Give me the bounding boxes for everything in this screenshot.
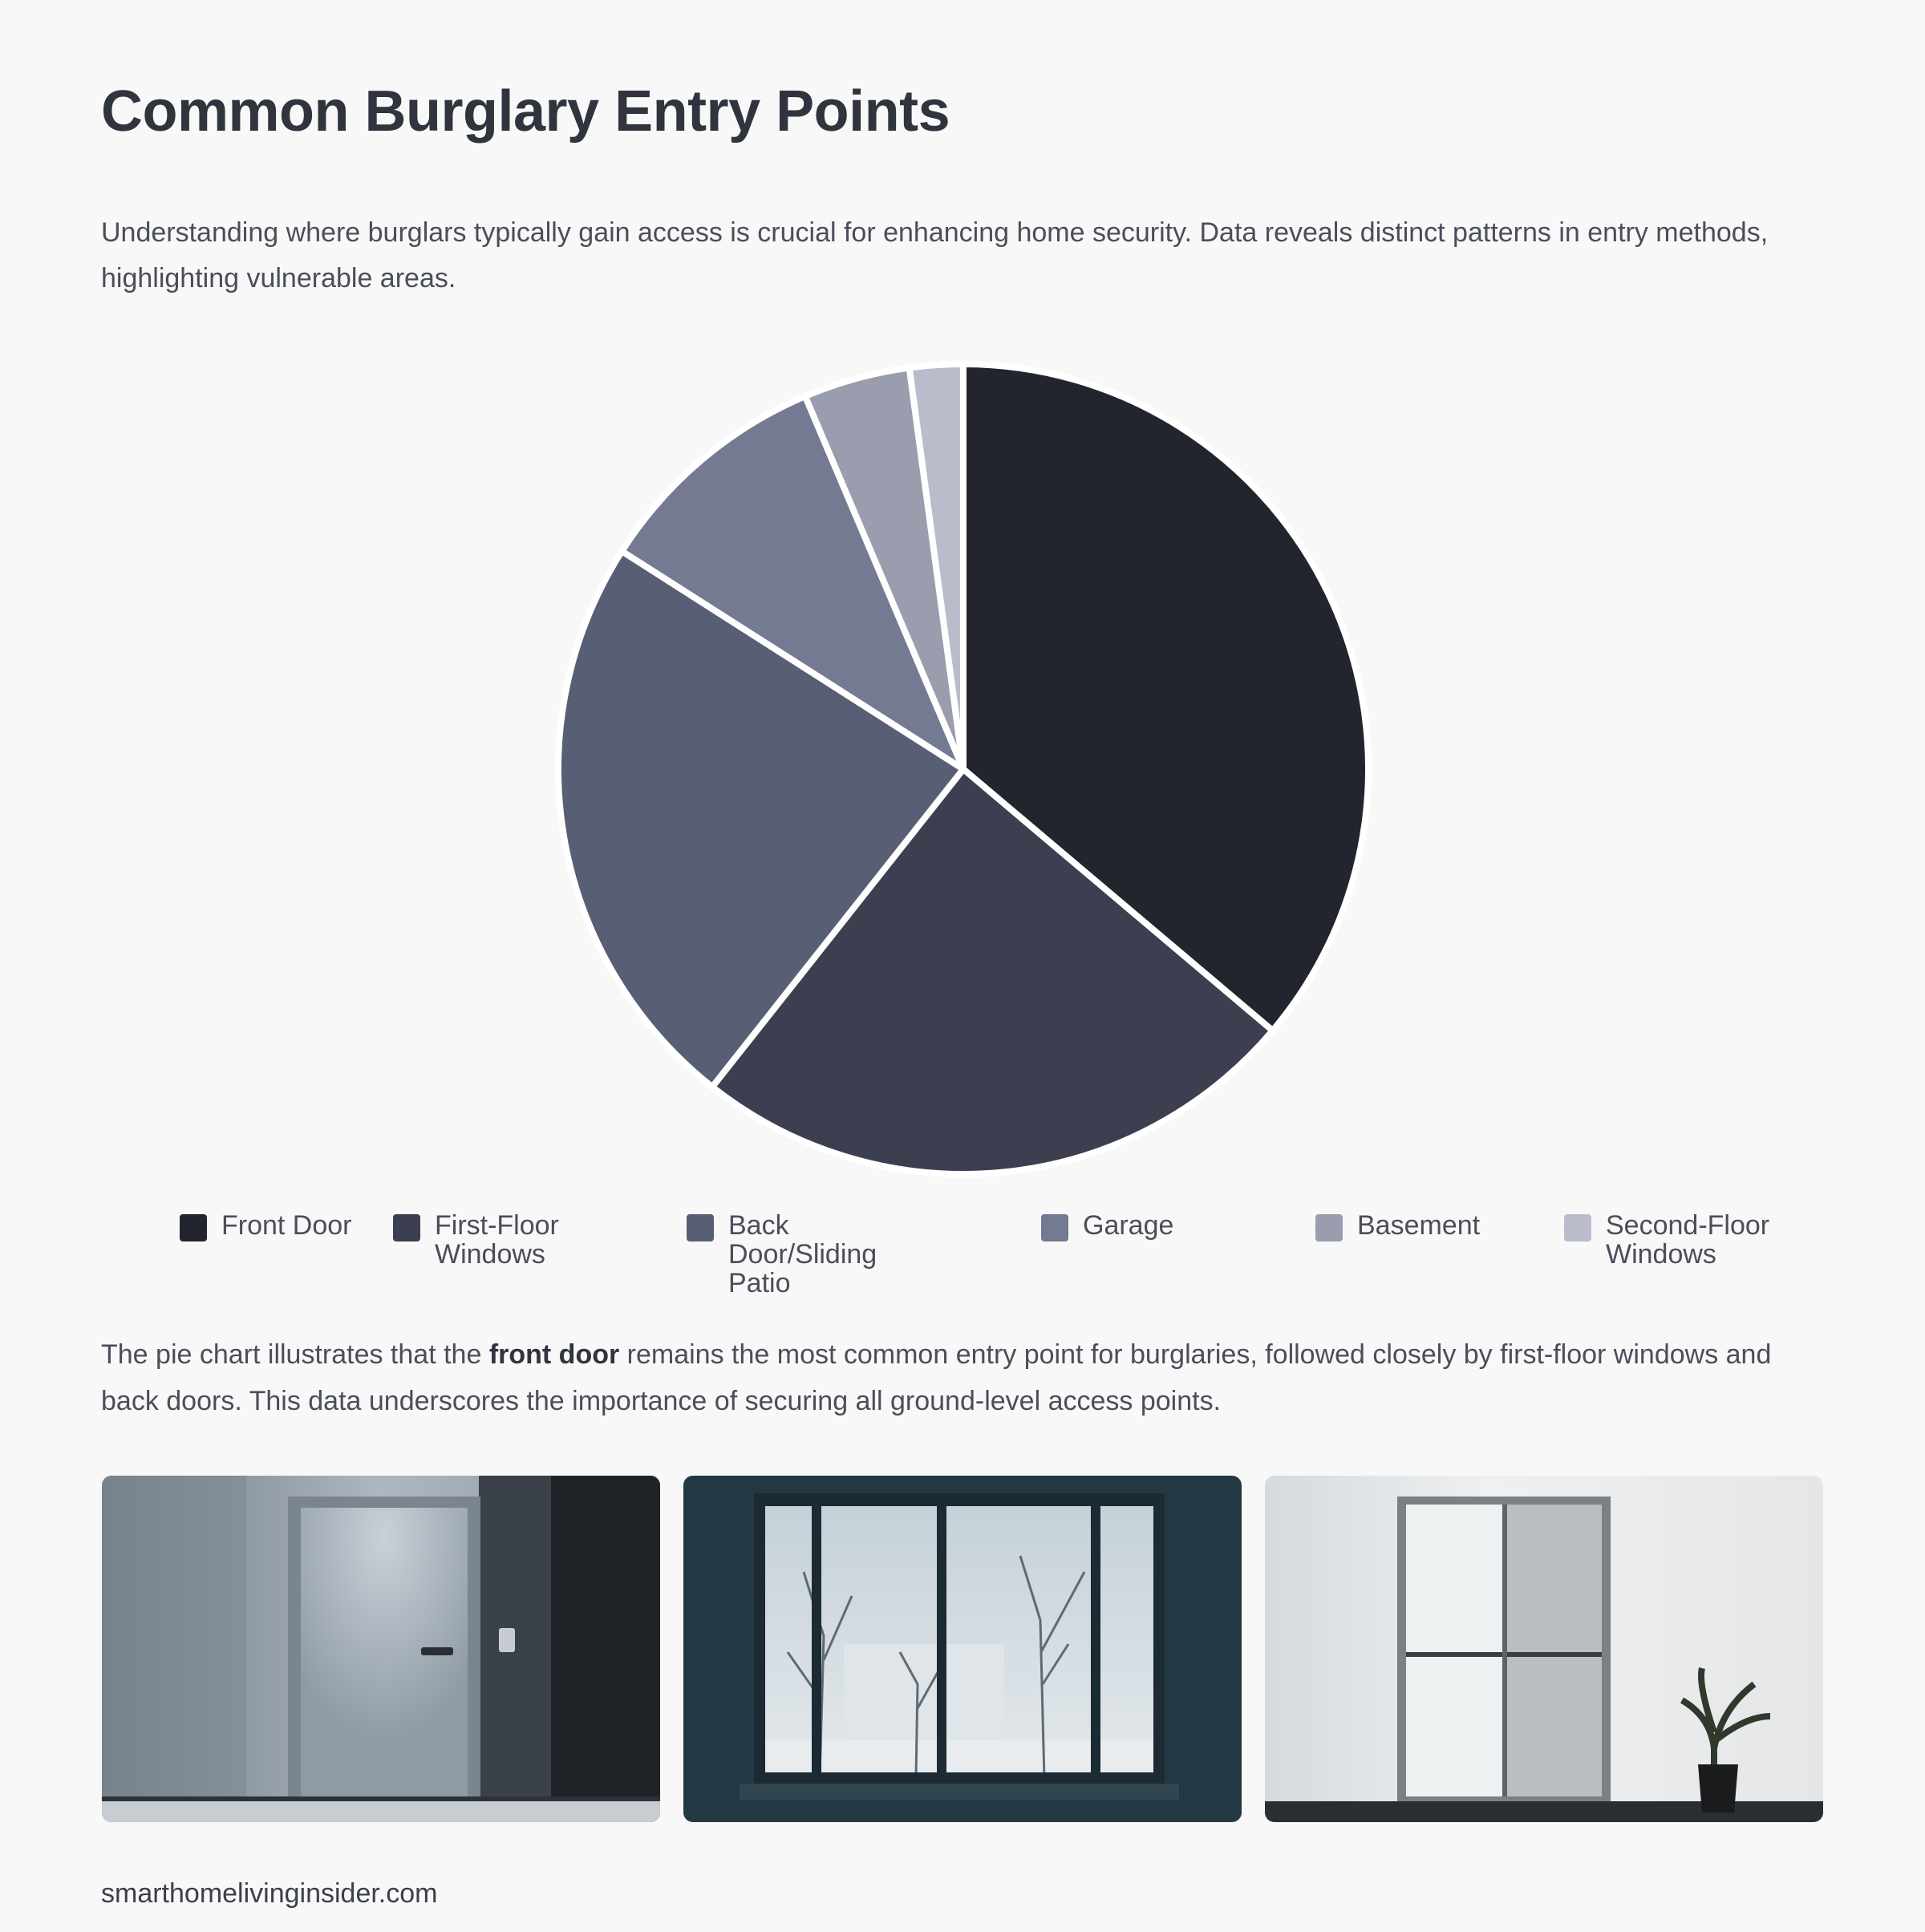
legend-item-second-floor-windows bbox=[1564, 1211, 1798, 1269]
legend-swatch bbox=[393, 1214, 420, 1241]
patio-door-illustration bbox=[1265, 1476, 1823, 1822]
legend-swatch bbox=[1041, 1214, 1068, 1241]
legend-label: Front Door bbox=[221, 1210, 352, 1241]
window-illustration bbox=[683, 1476, 1242, 1822]
photo-sliding-patio-door bbox=[1265, 1476, 1823, 1822]
legend-swatch bbox=[180, 1214, 207, 1241]
legend-label: Garage bbox=[1083, 1210, 1174, 1241]
legend-item-front-door bbox=[180, 1211, 374, 1241]
legend-label: Basement bbox=[1357, 1210, 1481, 1241]
intro-paragraph: Understanding where burglars typically gain access is crucial for enhancing home security. Data reveals distinct patterns in entry methods, highlighting vulnerable areas. bbox=[101, 217, 1769, 294]
chart-legend bbox=[0, 1211, 1925, 1307]
legend-item-basement bbox=[1315, 1211, 1518, 1241]
photo-window bbox=[683, 1476, 1242, 1822]
summary-text-end: remains the most common entry point for burglaries, followed closely by first-floor windows and back doors. This data underscores the importance of securing all ground-level access points. bbox=[101, 1339, 1772, 1416]
source-footer: smarthomelivinginsider.com bbox=[101, 1878, 438, 1909]
legend-label: Second-Floor Windows bbox=[1606, 1210, 1770, 1270]
legend-swatch bbox=[687, 1214, 714, 1241]
photo-front-door bbox=[102, 1476, 660, 1822]
legend-label: Back Door/Sliding Patio bbox=[728, 1210, 877, 1298]
pie-chart bbox=[553, 359, 1373, 1179]
legend-label: First-Floor Windows bbox=[435, 1210, 559, 1270]
front-door-illustration bbox=[102, 1476, 660, 1822]
summary-text-start: The pie chart illustrates that the bbox=[101, 1339, 489, 1370]
page-title: Common Burglary Entry Points bbox=[101, 79, 950, 144]
legend-swatch bbox=[1564, 1214, 1591, 1241]
legend-item-garage bbox=[1041, 1211, 1243, 1241]
legend-swatch bbox=[1315, 1214, 1343, 1241]
summary-paragraph bbox=[101, 1331, 1826, 1424]
legend-item-back-door bbox=[687, 1211, 897, 1298]
summary-emphasis: front door bbox=[488, 1339, 620, 1370]
legend-item-first-floor-windows bbox=[393, 1211, 595, 1269]
